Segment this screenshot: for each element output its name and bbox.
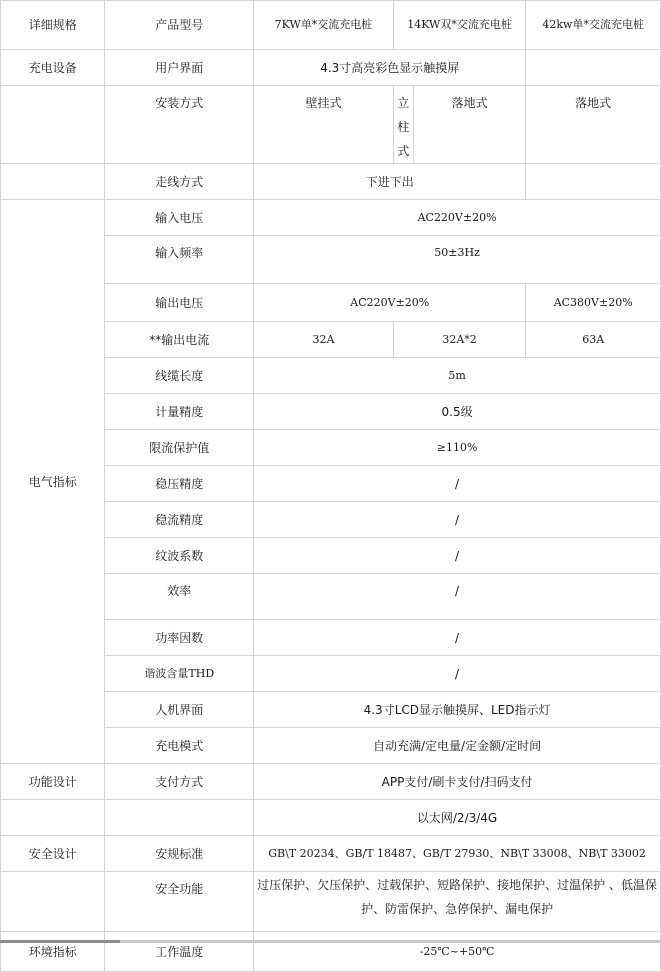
row-value: / (254, 574, 661, 620)
row-label: 稳压精度 (105, 466, 254, 502)
install-floor: 落地式 (413, 86, 526, 164)
row-label: 充电模式 (105, 728, 254, 764)
table-row (1, 932, 661, 972)
table-row (1, 200, 661, 236)
row-value: GB\T 20234、GB/T 18487、GB/T 27930、NB\T 33008、NB\T 33002 (254, 836, 661, 872)
row-label: 输入频率 (105, 236, 254, 284)
row-value: 0.5级 (254, 394, 661, 430)
row-value: APP支付/刷卡支付/扫码支付 (254, 764, 661, 800)
row-value: 以太网/2/3/4G (254, 800, 661, 836)
row-value: -25℃~+50℃ (254, 932, 661, 972)
row-value: / (254, 656, 661, 692)
empty-cell (1, 800, 105, 836)
row-label: 限流保护值 (105, 430, 254, 466)
header-category: 详细规格 (1, 1, 105, 50)
section-safety-design: 安全设计 (1, 836, 105, 872)
row-label: 输出电压 (105, 284, 254, 322)
header-model-7kw: 7KW单*交流充电桩 (254, 1, 394, 50)
row-label: 谐波含量THD (105, 656, 254, 692)
row-value: ≥110% (254, 430, 661, 466)
row-value: 自动充满/定电量/定金额/定时间 (254, 728, 661, 764)
table-row (1, 764, 661, 800)
row-label (105, 800, 254, 836)
row-label: 安全功能 (105, 872, 254, 932)
install-wall: 壁挂式 (254, 86, 394, 164)
header-param: 产品型号 (105, 1, 254, 50)
section-charging-equipment: 充电设备 (1, 50, 105, 86)
output-current-14kw: 32A*2 (393, 322, 526, 358)
section-environment: 环境指标 (1, 932, 105, 972)
table-row (1, 164, 661, 200)
row-value: AC220V±20% (254, 200, 661, 236)
row-label: 输入电压 (105, 200, 254, 236)
row-value-42kw: AC380V±20% (526, 284, 661, 322)
empty-cell (1, 164, 105, 200)
row-label: 安装方式 (105, 86, 254, 164)
row-label: 安规标准 (105, 836, 254, 872)
empty-cell (1, 872, 105, 932)
table-row (1, 86, 661, 164)
row-label: 人机界面 (105, 692, 254, 728)
empty-cell (1, 86, 105, 164)
row-value: 4.3寸LCD显示触摸屏、LED指示灯 (254, 692, 661, 728)
table-row (1, 50, 661, 86)
row-value: 下进下出 (254, 164, 526, 200)
install-floor-42kw: 落地式 (526, 86, 661, 164)
header-model-14kw: 14KW双*交流充电桩 (393, 1, 526, 50)
row-value: AC220V±20% (254, 284, 526, 322)
row-label: 功率因数 (105, 620, 254, 656)
row-value: / (254, 502, 661, 538)
section-electrical: 电气指标 (1, 200, 105, 764)
row-value: 4.3寸高亮彩色显示触摸屏 (254, 50, 526, 86)
row-label: 支付方式 (105, 764, 254, 800)
row-value: 5m (254, 358, 661, 394)
row-label: **输出电流 (105, 322, 254, 358)
row-value: / (254, 538, 661, 574)
row-label: 线缆长度 (105, 358, 254, 394)
row-value: 50±3Hz (254, 236, 661, 284)
row-value: / (254, 620, 661, 656)
install-column: 立柱式 (393, 86, 413, 164)
table-row-header (1, 1, 661, 50)
section-function-design: 功能设计 (1, 764, 105, 800)
table-row (1, 800, 661, 836)
row-label: 纹波系数 (105, 538, 254, 574)
row-label: 工作温度 (105, 932, 254, 972)
row-label: 效率 (105, 574, 254, 620)
row-label: 用户界面 (105, 50, 254, 86)
row-label: 走线方式 (105, 164, 254, 200)
empty-cell (526, 164, 661, 200)
output-current-7kw: 32A (254, 322, 394, 358)
output-current-42kw: 63A (526, 322, 661, 358)
row-value: / (254, 466, 661, 502)
table-row (1, 872, 661, 932)
empty-cell (526, 50, 661, 86)
row-label: 计量精度 (105, 394, 254, 430)
row-label: 稳流精度 (105, 502, 254, 538)
table-row (1, 836, 661, 872)
row-value: 过压保护、欠压保护、过载保护、短路保护、接地保护、过温保护 、低温保护、防雷保护、急停保护、漏电保护 (254, 872, 661, 932)
header-model-42kw: 42kw单*交流充电桩 (526, 1, 661, 50)
